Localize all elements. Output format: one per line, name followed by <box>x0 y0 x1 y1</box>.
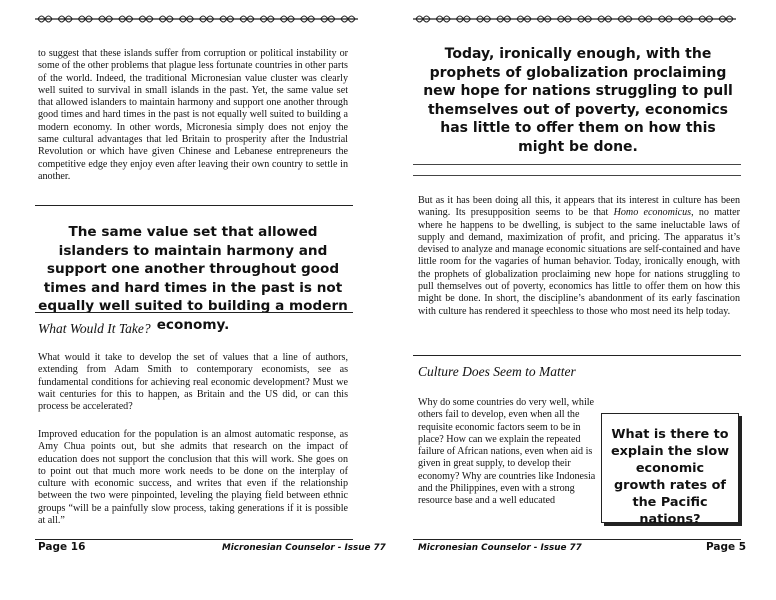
section-heading: Culture Does Seem to Matter <box>418 364 576 379</box>
callout-text: What is there to explain the slow economic growth rates of the Pacific nations? <box>610 427 730 527</box>
publication-title: Micronesian Counselor - Issue 77 <box>418 543 582 553</box>
body-text-segment: , no matter where he happens to be dwelling, is subject to the same ineluctable laws of supply and demand, maximization of profit, and pricing. The apparatus it’s devised to analyze and manage economic situations are self-contained and have little room for the vagaries of human behavior. Today, ironically enough, with the prophets of globalization proclaiming new hope for nations struggling to pull themselves out of poverty, economics has little to offer them on how this might be done. In short, the discipline’s abandonment of its early fascination with culture has rendered it speechless to those who most need its help today. <box>418 207 740 317</box>
right-page <box>388 0 776 600</box>
publication-title: Micronesian Counselor - Issue 77 <box>222 543 386 553</box>
body-paragraph: Improved education for the population is an almost automatic response, as Amy Chua points out, but she admits that research on the impact of education does not support the conclusion that this will work. She goes on to point out that much more work needs to be done on the interplay of culture with economic success, and writes that even if the relationship between the two were pinpointed, leveling the playing field between ethnic groups “will be a painfully slow process, taking generations if it is possible at all.” <box>38 429 348 527</box>
body-paragraph: to suggest that these islands suffer from corruption or political instability or some of the other problems that plague less fortunate countries in other parts of the world. Indeed, the traditional Micronesian value cluster was clearly well suited to survival in small islands in the past. Yet, the same value set that allowed islanders to maintain harmony and support one another through good times and hard times in the past is not equally well suited to building a modern economy. In other words, Micronesia simply does not enjoy the same cultural advantages that led Britain to prosperity after the Industrial Revolution or which have given Chinese and Lebanese entrepreneurs the competitive edge they enjoy even after leaving their own country to settle in another. <box>38 48 348 182</box>
divider-line <box>35 205 353 206</box>
body-text-segment: But as it has been doing all this, it appears that its interest in culture has been waning. Its presupposition seems to be that <box>418 195 740 219</box>
ornamental-border <box>413 13 736 25</box>
page-number: Page 16 <box>38 541 86 553</box>
divider-line <box>413 164 741 165</box>
ornamental-border <box>35 13 358 25</box>
divider-line <box>35 312 353 313</box>
body-paragraph <box>418 195 740 318</box>
pull-quote: Today, ironically enough, with the prophets of globalization proclaiming new hope for nations struggling to pull themselves out of poverty, economics has little to offer them on how this might be done. <box>423 46 733 155</box>
divider-line <box>413 355 741 356</box>
section-heading: What Would It Take? <box>38 321 151 336</box>
callout-box <box>601 413 739 527</box>
footer-rule <box>413 539 741 540</box>
page-number: Page 5 <box>706 541 747 553</box>
italic-term: Homo economicus <box>613 207 692 219</box>
body-paragraph: What would it take to develop the set of values that a line of authors, extending from Adam Smith to contemporary economists, see as fundamental conditions for achieving real economic development? Must we wait centuries for this to happen, as Britain and the US did, or can this process be accelerated? <box>38 352 348 413</box>
body-paragraph: Why do some countries do very well, while others fail to develop, even when all the requisite economic factors seem to be in place? How can we explain the repeated failure of African nations, even when aid is given in great supply, to develop their economy? Why are countries like Indonesia and the Philippines, even with a strong resource base and a well educated <box>418 397 596 507</box>
pull-quote: The same value set that allowed islanders to maintain harmony and support one another throughout good times and hard times in the past is not equally well suited to building a modern economy. <box>38 224 348 333</box>
footer-rule <box>35 539 353 540</box>
divider-line <box>413 175 741 176</box>
